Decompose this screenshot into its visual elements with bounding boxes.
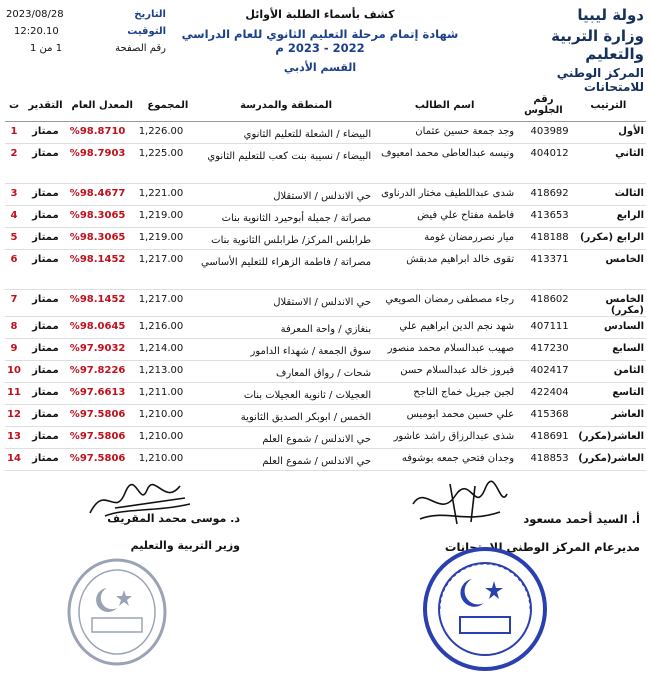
time-label: التوقيت [127, 26, 166, 37]
header-name: اسم الطالب [373, 90, 516, 122]
row-rank: الأول [571, 122, 646, 144]
row-average: %98.3065 [68, 228, 137, 250]
country-name: دولة ليبيا [577, 6, 644, 24]
row-school: مصراتة / جميلة أبوحيرد الثانوية بنات [199, 206, 373, 228]
row-school: سوق الجمعة / شهداء الدامور [199, 339, 373, 361]
row-rank: السادس [571, 317, 646, 339]
header-number: ت [5, 90, 23, 122]
row-rank: العاشر(مكرر) [571, 449, 646, 471]
row-total: 1,211.00 [137, 383, 199, 405]
row-seat-number: 413653 [516, 206, 571, 228]
row-rank: الثالث [571, 184, 646, 206]
center-stamp [420, 545, 550, 673]
row-average: %98.1452 [68, 290, 137, 317]
row-average: %97.5806 [68, 427, 137, 449]
row-average: %98.3065 [68, 206, 137, 228]
row-school: طرابلس المركز/ طرابلس الثانوية بنات [199, 228, 373, 250]
row-seat-number: 413371 [516, 250, 571, 290]
row-total: 1,210.00 [137, 427, 199, 449]
row-school: العجيلات / ثانوية العجيلات بنات [199, 383, 373, 405]
row-student-name: تقوى خالد ابراهيم مدبقش [373, 250, 516, 290]
row-average: %97.5806 [68, 405, 137, 427]
center-name: المركز الوطني للامتحانات [556, 66, 644, 94]
title-line-3: القسم الأدبي [283, 61, 357, 74]
row-total: 1,219.00 [137, 228, 199, 250]
document-title [170, 8, 470, 74]
document-meta [6, 6, 166, 57]
table-row [5, 405, 646, 427]
row-grade: ممتاز [23, 228, 68, 250]
row-grade: ممتاز [23, 339, 68, 361]
row-student-name: شهد نجم الدين ابراهيم علي [373, 317, 516, 339]
row-total: 1,225.00 [137, 144, 199, 184]
row-student-name: لجين جبريل خماج الناجح [373, 383, 516, 405]
row-total: 1,210.00 [137, 405, 199, 427]
director-role: مديرعام المركز الوطني للامتحانات [444, 540, 640, 554]
row-total: 1,214.00 [137, 339, 199, 361]
row-number: 7 [5, 290, 23, 317]
row-student-name: فاطمة مفتاح علي فيض [373, 206, 516, 228]
ministry-stamp [62, 550, 172, 670]
results-table [5, 90, 646, 471]
header-school: المنطقة والمدرسة [199, 90, 373, 122]
row-average: %97.9032 [68, 339, 137, 361]
table-row [5, 339, 646, 361]
row-school: البيضاء / نسيبة بنت كعب للتعليم الثانوي [199, 144, 373, 184]
table-row [5, 228, 646, 250]
row-seat-number: 407111 [516, 317, 571, 339]
table-row [5, 206, 646, 228]
row-rank: الثاني [571, 144, 646, 184]
row-student-name: رجاء مصطفى رمضان الصويعي [373, 290, 516, 317]
title-line-1: كشف بأسماء الطلبة الأوائل [245, 8, 395, 21]
issuer-header [504, 6, 644, 94]
ministry-name: وزارة التربية والتعليم [551, 27, 644, 63]
row-number: 10 [5, 361, 23, 383]
row-student-name: صهيب عبدالسلام محمد منصور [373, 339, 516, 361]
row-rank: الرابع (مكرر) [571, 228, 646, 250]
row-number: 4 [5, 206, 23, 228]
row-grade: ممتاز [23, 427, 68, 449]
row-student-name: ميار نصررمضان غومة [373, 228, 516, 250]
row-total: 1,213.00 [137, 361, 199, 383]
row-number: 13 [5, 427, 23, 449]
minister-name: د. موسى محمد المقريف [107, 512, 240, 525]
row-student-name: وجد جمعة حسين عثمان [373, 122, 516, 144]
row-average: %98.1452 [68, 250, 137, 290]
row-school: بنغازي / واحة المعرفة [199, 317, 373, 339]
table-row [5, 290, 646, 317]
row-school: حي الاندلس / شموع العلم [199, 449, 373, 471]
date-label: التاريخ [134, 9, 166, 20]
row-rank: السابع [571, 339, 646, 361]
row-seat-number: 402417 [516, 361, 571, 383]
row-average: %98.7903 [68, 144, 137, 184]
row-number: 11 [5, 383, 23, 405]
row-student-name: فيروز خالد عبدالسلام حسن [373, 361, 516, 383]
table-row [5, 361, 646, 383]
row-seat-number: 418853 [516, 449, 571, 471]
row-number: 1 [5, 122, 23, 144]
row-number: 14 [5, 449, 23, 471]
row-seat-number: 418692 [516, 184, 571, 206]
date-value: 2023/08/28 [6, 9, 64, 20]
table-header-row [5, 90, 646, 122]
row-total: 1,217.00 [137, 290, 199, 317]
row-rank: الثامن [571, 361, 646, 383]
header-total: المجموع [137, 90, 199, 122]
header-average: المعدل العام [68, 90, 137, 122]
row-rank: الخامس (مكرر) [571, 290, 646, 317]
row-rank: العاشر(مكرر) [571, 427, 646, 449]
row-grade: ممتاز [23, 144, 68, 184]
table-row [5, 144, 646, 184]
row-total: 1,216.00 [137, 317, 199, 339]
row-grade: ممتاز [23, 383, 68, 405]
header-grade: التقدير [23, 90, 68, 122]
table-row [5, 250, 646, 290]
row-grade: ممتاز [23, 184, 68, 206]
row-school: مصراتة / فاطمة الزهراء للتعليم الأساسي [199, 250, 373, 290]
row-rank: العاشر [571, 405, 646, 427]
row-student-name: شذى عبدالرزاق راشد عاشور [373, 427, 516, 449]
row-total: 1,221.00 [137, 184, 199, 206]
row-seat-number: 418602 [516, 290, 571, 317]
row-grade: ممتاز [23, 317, 68, 339]
row-seat-number: 415368 [516, 405, 571, 427]
minister-handwritten-signature [85, 478, 195, 523]
table-row [5, 383, 646, 405]
row-total: 1,226.00 [137, 122, 199, 144]
row-seat-number: 422404 [516, 383, 571, 405]
row-total: 1,219.00 [137, 206, 199, 228]
row-grade: ممتاز [23, 361, 68, 383]
time-value: 12:20.10 [14, 26, 59, 37]
row-number: 5 [5, 228, 23, 250]
row-school: شحات / رواق المعارف [199, 361, 373, 383]
row-student-name: علي حسين محمد ابوميس [373, 405, 516, 427]
table-row [5, 427, 646, 449]
row-student-name: شدى عبداللطيف مختار الدرناوى [373, 184, 516, 206]
row-total: 1,217.00 [137, 250, 199, 290]
row-number: 6 [5, 250, 23, 290]
row-average: %97.6613 [68, 383, 137, 405]
table-row [5, 184, 646, 206]
header-seat: رقم الجلوس [516, 90, 571, 122]
row-grade: ممتاز [23, 290, 68, 317]
row-number: 3 [5, 184, 23, 206]
director-handwritten-signature [405, 474, 515, 529]
row-seat-number: 418691 [516, 427, 571, 449]
row-average: %97.8226 [68, 361, 137, 383]
row-seat-number: 403989 [516, 122, 571, 144]
row-rank: التاسع [571, 383, 646, 405]
row-number: 8 [5, 317, 23, 339]
row-school: الخمس / ابوبكر الصديق الثانوية [199, 405, 373, 427]
page-label: رقم الصفحة [115, 43, 166, 54]
row-number: 2 [5, 144, 23, 184]
row-number: 9 [5, 339, 23, 361]
row-school: حي الاندلس / شموع العلم [199, 427, 373, 449]
row-grade: ممتاز [23, 206, 68, 228]
page-value: 1 من 1 [30, 43, 63, 54]
row-average: %98.0645 [68, 317, 137, 339]
row-rank: الخامس [571, 250, 646, 290]
row-average: %98.4677 [68, 184, 137, 206]
row-grade: ممتاز [23, 122, 68, 144]
row-school: حي الاندلس / الاستقلال [199, 184, 373, 206]
row-number: 12 [5, 405, 23, 427]
row-school: البيضاء / الشعلة للتعليم الثانوي [199, 122, 373, 144]
row-seat-number: 418188 [516, 228, 571, 250]
row-average: %97.5806 [68, 449, 137, 471]
header-rank: الترتيب [571, 90, 646, 122]
table-row [5, 122, 646, 144]
table-row [5, 449, 646, 471]
row-average: %98.8710 [68, 122, 137, 144]
row-school: حي الاندلس / الاستقلال [199, 290, 373, 317]
minister-role: وزير التربية والتعليم [130, 539, 240, 552]
row-grade: ممتاز [23, 449, 68, 471]
row-student-name: ونيسه عبدالعاطى محمد امعيوف [373, 144, 516, 184]
director-name: أ. السيد أحمد مسعود [523, 512, 640, 526]
row-rank: الرابع [571, 206, 646, 228]
table-row [5, 317, 646, 339]
row-grade: ممتاز [23, 405, 68, 427]
title-line-2: شهادة إتمام مرحلة التعليم الثانوي للعام الدراسي 2022 - 2023 م [181, 27, 459, 55]
row-grade: ممتاز [23, 250, 68, 290]
row-seat-number: 417230 [516, 339, 571, 361]
row-student-name: وجدان فتحي جمعه بوشوفه [373, 449, 516, 471]
row-seat-number: 404012 [516, 144, 571, 184]
row-total: 1,210.00 [137, 449, 199, 471]
